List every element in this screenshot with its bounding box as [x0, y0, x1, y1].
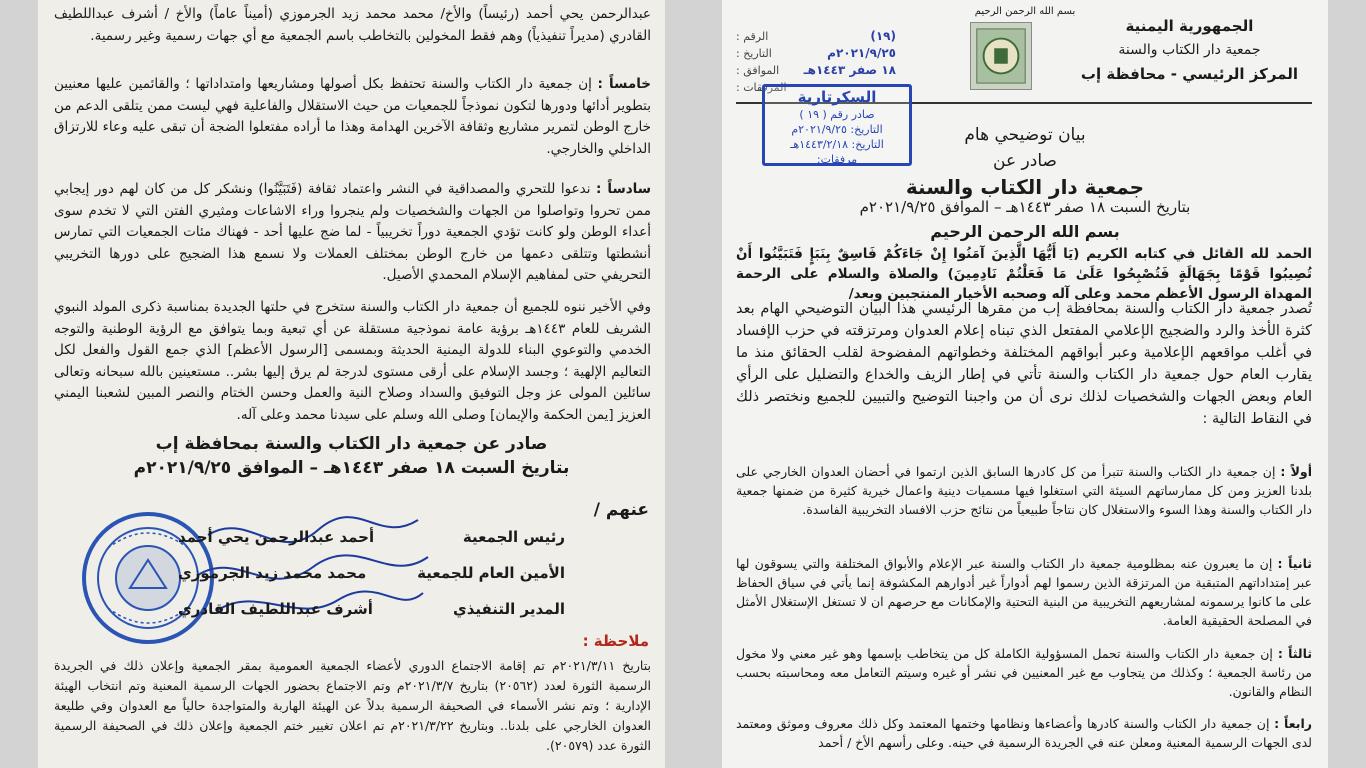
issued-block — [38, 432, 665, 480]
document-page-2 — [38, 0, 665, 768]
meta-value: ١٨ صفر ١٤٤٣هـ — [803, 63, 896, 77]
letterhead — [1081, 14, 1298, 86]
meta-row — [736, 28, 896, 45]
title-line: صادر عن — [993, 151, 1057, 171]
signatory-name: أحمد عبدالرحمن يحي أحمد — [178, 528, 375, 546]
bismillah: بسم الله الرحمن الرحيم — [930, 222, 1120, 241]
point-label: رابعاً : — [1274, 716, 1312, 731]
point-label: ثانياً : — [1277, 556, 1312, 571]
stamp-line: التاريخ: ١٤٤٣/٢/١٨هـ — [790, 138, 884, 151]
signatory-name: أشرف عبداللطيف القادري — [178, 600, 373, 618]
stamp-line: التاريخ: ٢٠٢١/٩/٢٥م — [791, 123, 883, 136]
on-behalf-label: عنهم / — [593, 500, 649, 520]
meta-value: (١٩) — [870, 29, 896, 43]
point-fourth — [736, 714, 1312, 752]
intro-text: الحمد لله القائل في كتابه الكريم (يَا أَيُّهَا الَّذِينَ آمَنُوا إِنْ جَاءَكُمْ فَاسِقٌ بِنَبَإٍ فَتَبَيَّنُوا أَنْ تُصِيبُوا قَوْمًا بِجَهَالَةٍ فَتُصْبِحُوا عَلَىٰ مَا فَعَلْتُمْ نَادِمِينَ) والصلاة والسلام على الرحمة المهداة الرسول الأعظم محمد وعلى آله وصحبه الأخيار المنتجبين وبعد/ — [736, 246, 1312, 302]
point-third — [736, 644, 1312, 701]
point-text: إن جمعية دار الكتاب والسنة تحمل المسؤولية الكاملة كل من يتخاطب بإسمها وهو غير معني ولا مخول من رئاسة الجمعية ؛ وكذلك من يتجاوب مع غير المعنيين في نشر أو غيره وسيتم التعامل معه ومحاسبته بحسب النظام والقانون. — [736, 646, 1312, 699]
signatory-row — [178, 600, 565, 618]
issued-line-1: صادر عن جمعية دار الكتاب والسنة بمحافظة إب — [155, 434, 548, 454]
closing-text: وفي الأخير ننوه للجميع أن جمعية دار الكتاب والسنة ستخرج في حلتها الجديدة بمناسبة ذكرى المولد النبوي الشريف للعام ١٤٤٣هـ برؤية عامة نموذجية مستقلة عن أي تبعية وبما يتوافق مع الرؤية الوطنية والتوجه الخدمي والتوعوي البناء للدولة اليمنية الحديثة وبمسمى [الرسول الأعظم] الذي جمع القول والفعل لكل التعاليم الإلهية ؛ وجسد الإسلام على أرقى مستوى لدرجة لم يرق إليها بشر.. مستعينين بالله سبحانه وتعالى سائلين المولى عز وجل التوفيق والسداد وصلاح النية والعمل وحسن الختام والنصر المبين لشعبنا اليمني العزيز [يمن الحكمة والإيمان] وصلى الله وسلم على سيدنا محمد وعلى آله. — [54, 299, 651, 423]
continuation-text: عبدالرحمن يحي أحمد (رئيساً) والأخ/ محمد محمد زيد الجرموزي (أميناً عاماً) والأخ / أشرف عبداللطيف القادري (مديراً تنفيذياً) وهم فقط المخولين بالتخاطب باسم الجمعية مع أي جهات رسمية وغير رسمية. — [54, 6, 651, 44]
point-text: إن جمعية دار الكتاب والسنة كادرها وأعضاءها ونظامها وختمها المعتمد وكل ذلك معروف وموثق ومعتمد لدى الجهات الرسمية المعنية ومعلن عنه في الجريدة الرسمية في حينه. وعلى رأسهم الأخ / أحمد — [736, 716, 1312, 750]
signatory-role: الأمين العام للجمعية — [417, 564, 565, 582]
note-text: بتاريخ ٢٠٢١/٣/١١م تم إقامة الاجتماع الدوري لأعضاء الجمعية العمومية بمقر الجمعية وإعلان ذلك في الجريدة الرسمية الثورة لعدد (٢٠٥٦٢) بتاريخ ٢٠٢١/٣/٧م وتم الاجتماع بحضور الجهات الرسمية المعنية وتم انتخاب الهيئة الإدارية ؛ وتم نشر الأسماء في الصحيفة الرسمية بدلاً عن الهيئة الهاربة والمتواجدة حالياً مع العدوان وفي طليعة العدوان الخارجي على بلدنا.. وبتاريخ ٢٠٢١/٣/٢٢م تم اعلان تغيير ختم الجمعية وإعلان ذلك في الصحيفة الرسمية الثورة عدد (٢٠٥٧٩). — [54, 658, 651, 753]
point-label: ثالثاً : — [1277, 646, 1313, 661]
org-name: جمعية دار الكتاب والسنة — [1118, 42, 1261, 58]
point-text: إن جمعية دار الكتاب والسنة تتبرأ من كل كادرها السابق الذين ارتموا في أحضان العدوان الخارجي على بلدنا العزيز ومن كل ممارساتهم السيئة التي استغلوا فيها مسميات دينية واعمال خيرية كثيرة من ضمنها جمعية دار الكتاب والسنة وهذا السوء والاستغلال كان نتاجاً طبيعياً من نتائج حزب الافساد التخريبية الفاسدة. — [736, 464, 1312, 517]
meta-label: التاريخ : — [736, 47, 772, 60]
paragraph-continuation — [54, 4, 651, 47]
meta-row — [736, 45, 896, 62]
point-fifth — [54, 74, 651, 160]
body-paragraph — [736, 298, 1312, 430]
point-label: خامساً : — [597, 76, 651, 92]
body-text: تُصدر جمعية دار الكتاب والسنة بمحافظة إب من مقرها الرئيسي هذا البيان التوضيحي الهام بعد كثرة الأخذ والرد والضجيج الإعلامي المفتعل الذي تبناه إعلام العدوان ومرتزقته في حزب الإفساد في أغلب مواقعهم الإعلامية وعبر أبواقهم المختلفة وخطواتهم المفضوحة لقلب الحقائق منذ ما يقارب العام حول جمعية دار الكتاب والسنة تأتي في إطار الزيف والخداع والتضليل على الرأي العام وبعض الجهات والشخصيات لذلك نرى أن من واجبنا التوضيح والتبيين للجميع ونختصر ذلك في النقاط التالية : — [736, 301, 1312, 427]
header-bismillah: بسم الله الرحمن الرحيم — [974, 6, 1076, 17]
meta-value: ٢٠٢١/٩/٢٥م — [827, 46, 896, 60]
organization-logo-icon — [970, 22, 1032, 90]
stamp-line: صادر رقم ( ١٩ ) — [799, 108, 875, 121]
statement-date: بتاريخ السبت ١٨ صفر ١٤٤٣هـ – الموافق ٢٠٢١/٩/٢٥م — [859, 198, 1191, 216]
statement-title — [722, 122, 1328, 200]
document-page-1 — [722, 0, 1328, 768]
point-text: إن ما يعبرون عنه بمظلومية جمعية دار الكتاب والسنة عبر الإعلام والأبواق المختلفة والتي يسوقون لها عبر إمتداداتهم المتبقية من المرتزقة الذين رسموا لهم أدواراً غير أدوارهم المكشوفة إنما يأتي في سياق الحفاظ على ما كانوا يرسمونه لمشاريعهم التخريبية من البنية التحتية والإمكانات مع حرصهم ان لا تستغل الإستغلال الأمثل في المصلحة الحقيقية العامة. — [736, 556, 1312, 628]
point-first — [736, 462, 1312, 519]
signatory-row — [178, 564, 565, 582]
point-text: ندعوا للتحري والمصداقية في النشر واعتماد ثقافة (فَتَبَيَّنُوا) ونشكر كل من كان لهم دور إيجابي ممن تحروا وتواصلوا من الجهات والشخصيات ولم ينجروا وراء الاشاعات ومثيري الفتن التي لا تخدم سوى أعداء الوطن ولو كانت تؤدي الجمعية دوراً تخريبياً - لما ضج عليها أحد - فهناك مئات الجمعيات التي تمارس أنشطتها وتتلقى دعمها من خارج الوطن بمختلف العملات ولا نسمع هذا الضجيج على دورها التخريبي التحريفي حتى لمفاهيم الإسلام المحمدي الأصيل. — [54, 181, 651, 283]
meta-label: الموافق : — [736, 64, 780, 77]
signatory-row — [178, 528, 565, 546]
point-second — [736, 554, 1312, 630]
signatory-name: محمد محمد زيد الجرموزي — [178, 564, 367, 582]
point-text: إن جمعية دار الكتاب والسنة تحتفظ بكل أصولها ومشاريعها وامتداداتها ؛ والقائمين عليها معنيين بتطوير أدائها ودورها لتكون نموذجاً للجمعيات من حيث الاستقلال والفاعلية فهي ليست ممن يتلقى الدعم من خارج الوطن لتمرير مشاريع وثقافة الآخرين الهدامة وهذا ما أراده مفتعلوا الضجة أن تبقى عليه وعاء للارتزاق الداخلي والخارجي. — [54, 76, 651, 157]
point-label: سادساً : — [596, 181, 652, 197]
country-name: الجمهورية اليمنية — [1125, 17, 1254, 35]
meta-label: المرفقات : — [736, 81, 787, 94]
stamp-title: السكرتارية — [797, 88, 877, 106]
stamp-line: مرفقات: — [816, 153, 858, 166]
issued-line-2: بتاريخ السبت ١٨ صفر ١٤٤٣هـ – الموافق ٢٠٢١/٩/٢٥م — [133, 458, 570, 478]
center-name: المركز الرئيسي - محافظة إب — [1080, 65, 1298, 83]
title-org: جمعية دار الكتاب والسنة — [905, 175, 1145, 199]
title-line: بيان توضيحي هام — [964, 125, 1086, 145]
intro-paragraph — [736, 244, 1312, 304]
point-sixth — [54, 179, 651, 287]
meta-row — [736, 62, 896, 79]
meta-label: الرقم : — [736, 30, 769, 43]
note-title: ملاحظة : — [582, 632, 649, 650]
point-label: أولاً : — [1280, 464, 1312, 479]
closing-paragraph — [54, 297, 651, 426]
note-block — [54, 656, 651, 756]
signatory-role: رئيس الجمعية — [462, 528, 565, 546]
signatory-role: المدير التنفيذي — [452, 600, 565, 618]
